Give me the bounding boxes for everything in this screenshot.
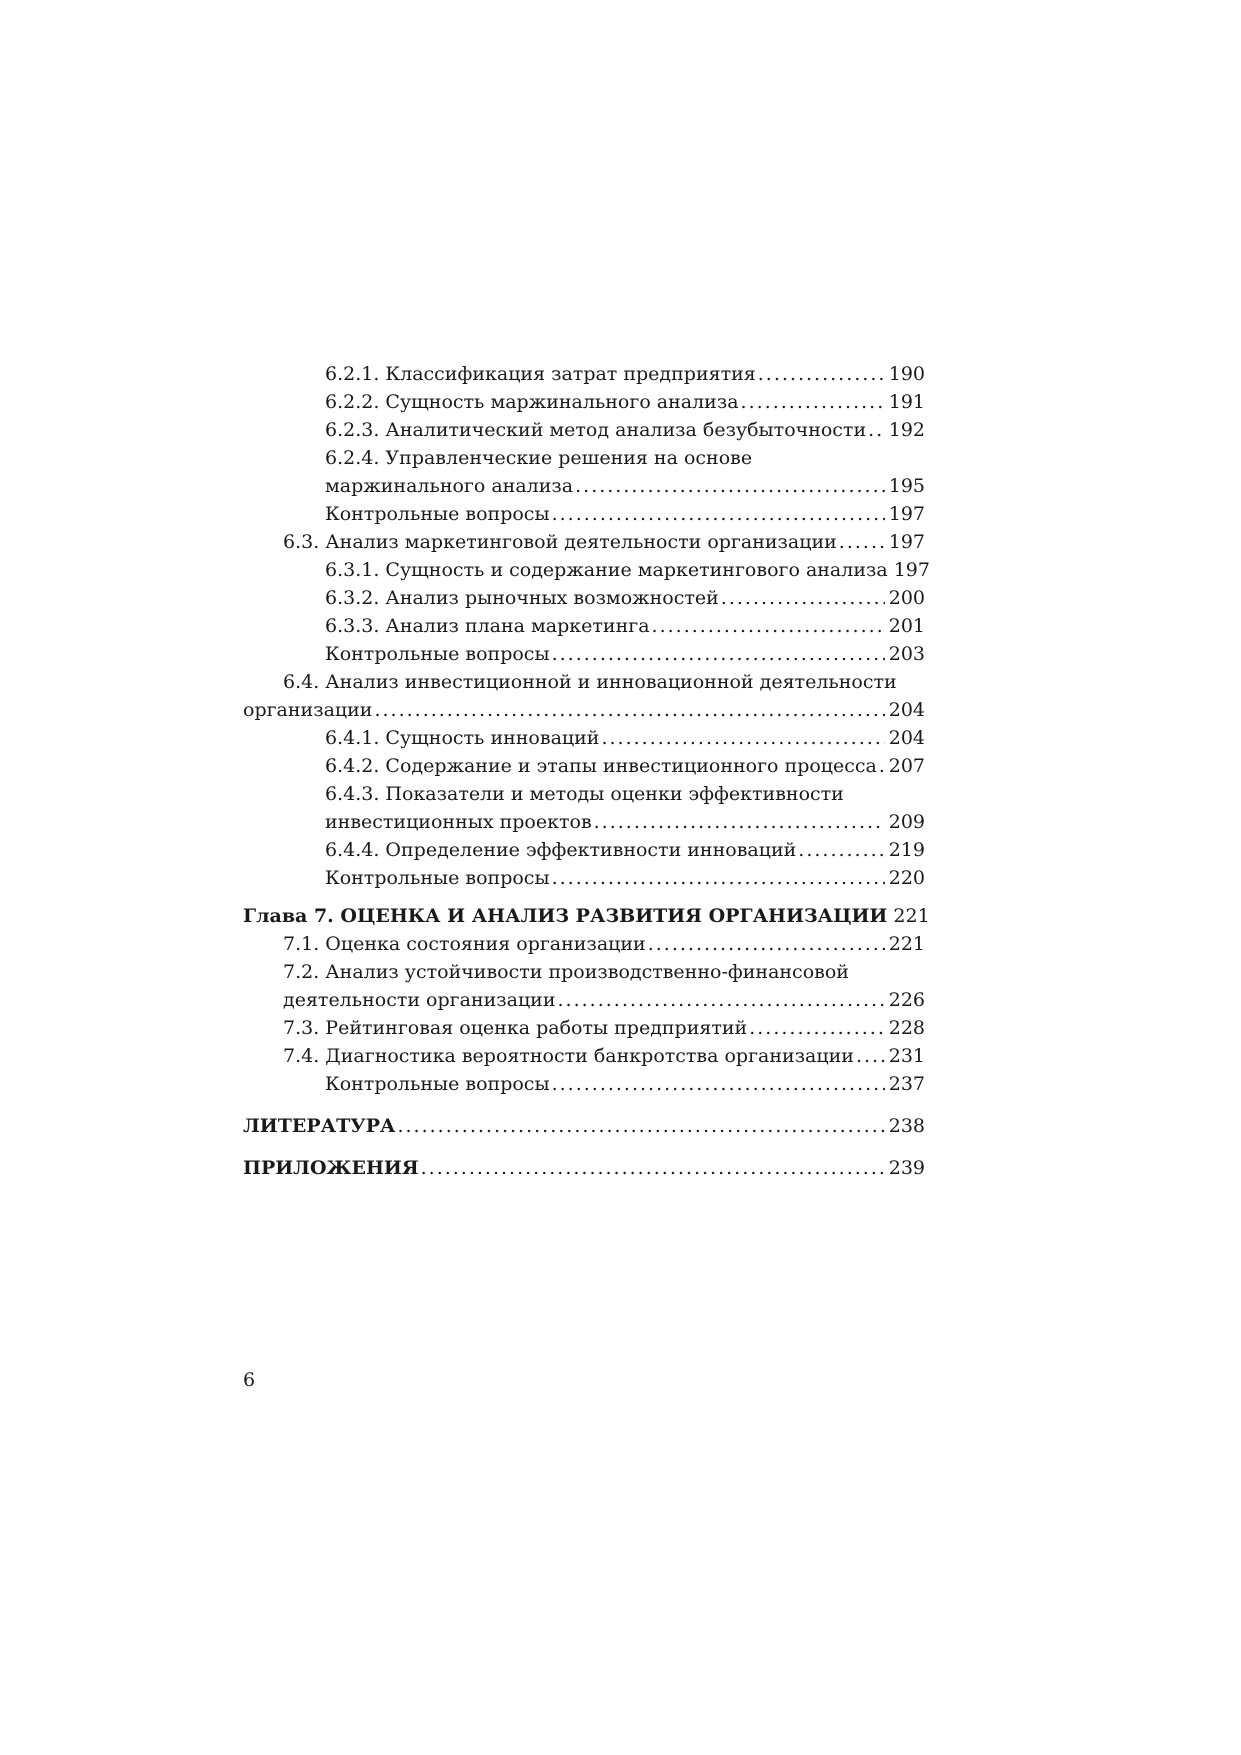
toc-entry-6-4-2[interactable] — [243, 752, 925, 780]
leader-dots — [798, 836, 884, 864]
toc-entry-page: 197 — [893, 559, 930, 581]
toc-entry-page: 197 — [888, 503, 925, 525]
toc-entry-page: 204 — [888, 727, 925, 749]
toc-entry-6-3[interactable] — [243, 528, 925, 556]
toc-entry-7-4[interactable] — [243, 1042, 925, 1070]
leader-dots — [421, 1154, 885, 1182]
toc-entry-page: 192 — [888, 419, 925, 441]
toc-entry-title: 6.3.2. Анализ рыночных возможностей — [325, 587, 719, 609]
toc-entry-page: 203 — [888, 643, 925, 665]
toc-entry-page: 195 — [888, 475, 925, 497]
toc-entry-title: Контрольные вопросы — [325, 1073, 550, 1095]
toc-entry-title: 6.3.3. Анализ плана маркетинга — [325, 615, 650, 637]
leader-dots — [741, 388, 885, 416]
leader-dots — [558, 986, 885, 1014]
toc-entry-title-line1: 6.2.4. Управленческие решения на основе — [325, 447, 753, 469]
toc-entry-page: 191 — [888, 391, 925, 413]
toc-entry-title: Контрольные вопросы — [325, 867, 550, 889]
toc-entry-page: 221 — [888, 933, 925, 955]
leader-dots — [575, 472, 885, 500]
toc-entry-title: 6.3. Анализ маркетинговой деятельности организации — [283, 531, 837, 553]
table-of-contents — [243, 360, 930, 1182]
toc-entry-chapter-7[interactable] — [243, 902, 930, 930]
leader-dots — [652, 612, 885, 640]
toc-entry-control-questions[interactable] — [243, 864, 925, 892]
toc-entry-6-3-2[interactable] — [243, 584, 925, 612]
toc-entry-page: 209 — [888, 811, 925, 833]
chapter-label: Глава 7. — [243, 905, 334, 927]
toc-entry-title: 7.4. Диагностика вероятности банкротства организации — [283, 1045, 854, 1067]
toc-entry-page: 228 — [888, 1017, 925, 1039]
toc-entry-page: 238 — [888, 1115, 925, 1137]
leader-dots — [758, 360, 885, 388]
toc-entry-title: 6.2.1. Классификация затрат предприятия — [325, 363, 756, 385]
toc-entry-title: 6.2.2. Сущность маржинального анализа — [325, 391, 739, 413]
toc-entry-title: инвестиционных проектов — [325, 811, 592, 833]
toc-entry-control-questions[interactable] — [243, 640, 925, 668]
toc-entry-6-2-1[interactable] — [243, 360, 925, 388]
leader-dots — [868, 416, 885, 444]
toc-entry-page: 219 — [888, 839, 925, 861]
toc-entry-page: 204 — [888, 699, 925, 721]
leader-dots — [879, 752, 885, 780]
toc-entry-6-4-4[interactable] — [243, 836, 925, 864]
toc-entry-title: Контрольные вопросы — [325, 503, 550, 525]
toc-entry-6-3-1[interactable] — [243, 556, 930, 584]
toc-entry-page: 207 — [888, 755, 925, 777]
toc-entry-page: 239 — [888, 1157, 925, 1179]
leader-dots — [721, 584, 885, 612]
leader-dots — [552, 1070, 885, 1098]
toc-entry-title: 6.4.1. Сущность инноваций — [325, 727, 600, 749]
toc-entry-title: Контрольные вопросы — [325, 643, 550, 665]
chapter-title: ОЦЕНКА И АНАЛИЗ РАЗВИТИЯ ОРГАНИЗАЦИИ — [340, 905, 888, 927]
toc-entry-title: 6.4.2. Содержание и этапы инвестиционного процесса — [325, 755, 877, 777]
toc-entry-6-4-1[interactable] — [243, 724, 925, 752]
toc-entry-title-line1: 6.4.3. Показатели и методы оценки эффективности — [325, 783, 844, 805]
toc-entry-6-2-4[interactable] — [243, 444, 925, 500]
toc-entry-title-line1: 7.2. Анализ устойчивости производственно-финансовой — [283, 961, 849, 983]
toc-entry-6-4-3[interactable] — [243, 780, 925, 836]
toc-entry-page: 231 — [888, 1045, 925, 1067]
leader-dots — [374, 696, 884, 724]
toc-entry-page: 197 — [888, 531, 925, 553]
leader-dots — [552, 500, 885, 528]
toc-entry-6-4[interactable] — [243, 668, 925, 724]
leader-dots — [552, 640, 885, 668]
toc-entry-page: 237 — [888, 1073, 925, 1095]
toc-entry-title: 7.1. Оценка состояния организации — [283, 933, 646, 955]
leader-dots — [594, 808, 885, 836]
toc-entry-page: 200 — [888, 587, 925, 609]
toc-entry-7-1[interactable] — [243, 930, 925, 958]
toc-entry-title-line1: 6.4. Анализ инвестиционной и инновационной деятельности — [283, 671, 897, 693]
toc-entry-title: 7.3. Рейтинговая оценка работы предприятий — [283, 1017, 748, 1039]
toc-entry-title — [243, 902, 887, 930]
toc-entry-title: 6.2.3. Аналитический метод анализа безубыточности — [325, 419, 867, 441]
leader-dots — [648, 930, 885, 958]
page-number: 6 — [243, 1369, 256, 1391]
toc-entry-literature[interactable] — [243, 1112, 925, 1140]
toc-entry-6-2-3[interactable] — [243, 416, 925, 444]
toc-entry-7-3[interactable] — [243, 1014, 925, 1042]
toc-entry-6-3-3[interactable] — [243, 612, 925, 640]
leader-dots — [856, 1042, 885, 1070]
leader-dots — [552, 864, 885, 892]
toc-entry-title: ПРИЛОЖЕНИЯ — [243, 1157, 419, 1179]
toc-entry-title: 6.4.4. Определение эффективности инноваций — [325, 839, 797, 861]
toc-entry-page: 190 — [888, 363, 925, 385]
leader-dots — [749, 1014, 885, 1042]
leader-dots — [397, 1112, 884, 1140]
toc-entry-6-2-2[interactable] — [243, 388, 925, 416]
toc-entry-page: 226 — [888, 989, 925, 1011]
leader-dots — [839, 528, 885, 556]
toc-entry-title: маржинального анализа — [325, 475, 574, 497]
toc-entry-7-2[interactable] — [243, 958, 925, 1014]
toc-entry-title: 6.3.1. Сущность и содержание маркетингового анализа — [325, 559, 888, 581]
toc-entry-appendices[interactable] — [243, 1154, 925, 1182]
toc-entry-page: 220 — [888, 867, 925, 889]
toc-entry-page: 201 — [888, 615, 925, 637]
toc-entry-control-questions[interactable] — [243, 1070, 925, 1098]
toc-entry-title: деятельности организации — [283, 989, 556, 1011]
toc-entry-control-questions[interactable] — [243, 500, 925, 528]
leader-dots — [601, 724, 884, 752]
toc-entry-page: 221 — [893, 905, 930, 927]
toc-entry-title: организации — [243, 699, 373, 721]
toc-entry-title: ЛИТЕРАТУРА — [243, 1115, 396, 1137]
